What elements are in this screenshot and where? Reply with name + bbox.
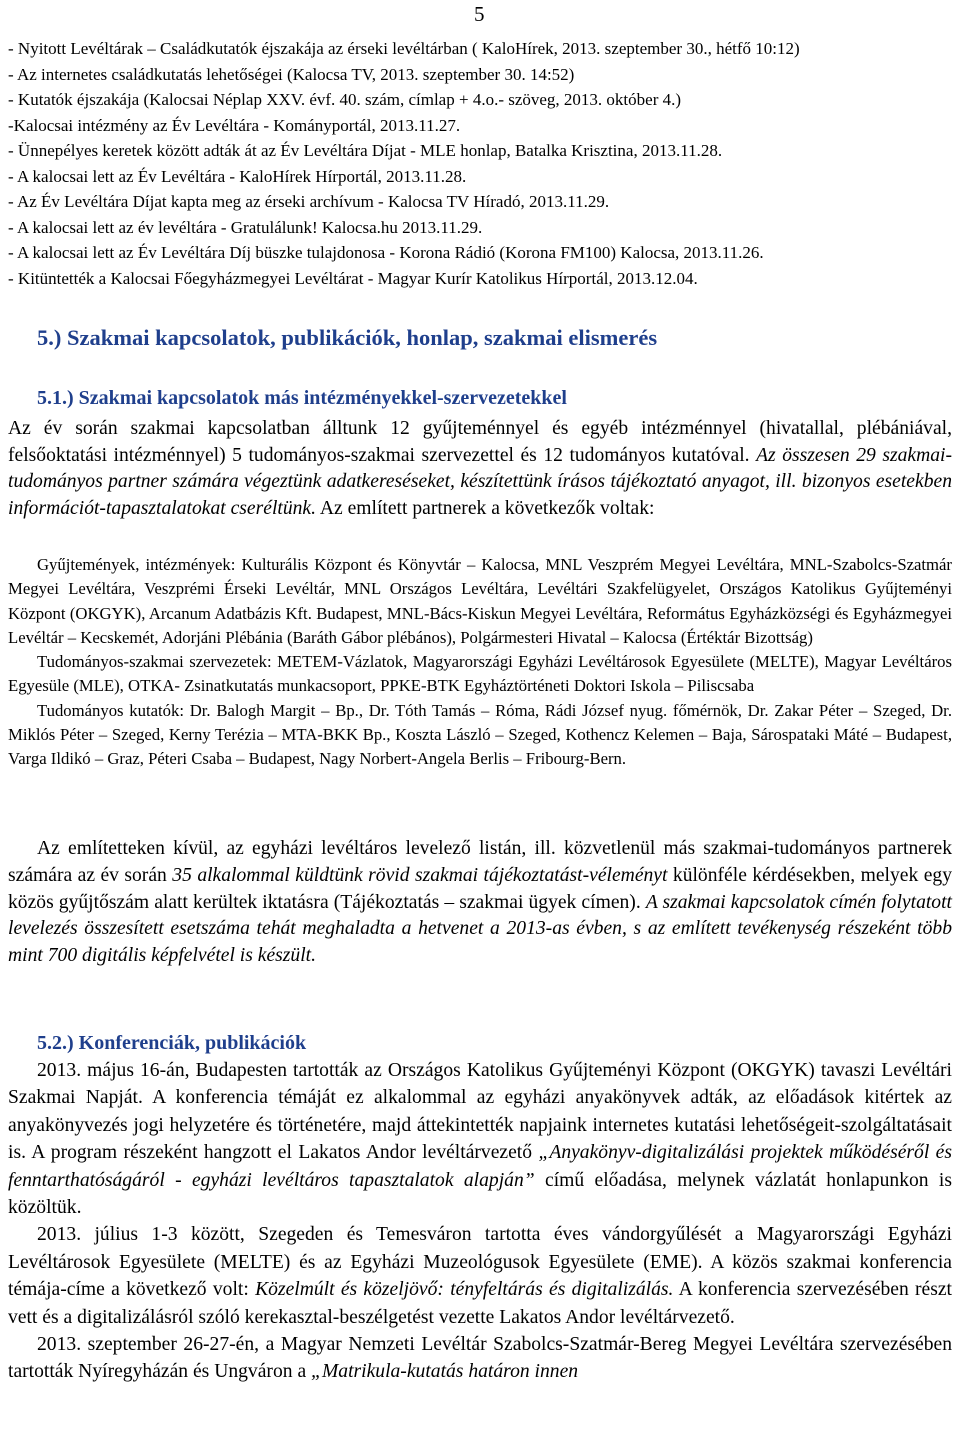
text-run: Az említett partnerek a következők voltak: — [316, 497, 655, 519]
subsection-heading-5-1: 5.1.) Szakmai kapcsolatok más intézményekkel-szervezetekkel — [37, 387, 567, 409]
partners-list — [8, 553, 952, 772]
text-run: című előadása, melynek vázlatát honlapunkon is közöltük. — [8, 1169, 952, 1219]
section-heading-5: 5.) Szakmai kapcsolatok, publikációk, honlap, szakmai elismerés — [37, 325, 658, 350]
partners-researchers: Tudományos kutatók: Dr. Balogh Margit – Bp., Dr. Tóth Tamás – Róma, Rádi József nyug. főmérnök, Dr. Zakar Péter – Szeged, Dr. Miklós Péter – Szeged, Kerny Terézia – MTA-BKK Bp., Koszta László – Szeged, Kothencz Kelemen – Baja, Sárospataki Máté – Budapest, Varga Ildikó – Graz, Péteri Csaba – Budapest, Nagy Norbert-Angela Berlis – Fribourg-Bern. — [8, 700, 952, 769]
italic-run: Az összesen 29 szakmai-tudományos partner számára végeztünk adatkereséseket, készítettünk írásos tájékoztató anyagot, ill. bizonyos esetekben információt-tapasztalatokat cseréltünk. — [8, 444, 952, 519]
news-item: - A kalocsai lett az Év Levéltára - KaloHírek Hírportál, 2013.11.28. — [8, 166, 467, 186]
subsection-heading-5-2: 5.2.) Konferenciák, publikációk — [37, 1032, 307, 1054]
text-run: különféle kérdésekben, melyek egy közös gyűjtőszám alatt kerültek iktatásra (Tájékoztatás – szakmai ügyek címen). — [8, 864, 952, 913]
conferences-text — [8, 1057, 952, 1386]
page-number: 5 — [474, 2, 485, 26]
news-item: -Kalocsai intézmény az Év Levéltára - Kományportál, 2013.11.27. — [8, 115, 461, 135]
partners-collections: Gyűjtemények, intézmények: Kulturális Központ és Könyvtár – Kalocsa, MNL Veszprém Megyei Levéltára, MNL-Szabolcs-Szatmár Megyei Levéltára, Veszprémi Érseki Levéltár, MNL Országos Levéltára, Levéltári Szakfelügyelet, Országos Katolikus Gyűjteményi Központ (OKGYK), Arcanum Adatbázis Kft. Budapest, MNL-Bács-Kiskun Megyei Levéltára, Református Egyházközségi és Egyházmegyei Levéltár – Kecskemét, Adorjáni Plébánia (Baráth Gábor plébános), Polgármesteri Hivatal – Kalocsa (Értéktár Bizottság) — [8, 555, 952, 647]
text-run: 2013. szeptember 26-27-én, a Magyar Nemzeti Levéltár Szabolcs-Szatmár-Bereg Megyei Levéltára szervezésében tartották Nyíregyházán és Ungváron a — [8, 1334, 952, 1383]
news-item: - Ünnepélyes keretek között adták át az Év Levéltára Díjat - MLE honlap, Batalka Krisztina, 2013.11.28. — [8, 141, 723, 160]
text-run: Az év során szakmai kapcsolatban álltunk 12 gyűjteménnyel és egyéb intézménnyel (hivatallal, plébániával, felsőoktatási intézménnyel) 5 tudományos-szakmai szervezettel és 12 tudományos kutatóval. — [8, 418, 952, 466]
italic-run: „Anyakönyv-digitalizálási projektek működéséről és fenntarthatóságáról - egyházi levéltáros tapasztalatok alapján” — [8, 1142, 952, 1191]
text-run: 2013. május 16-án, Budapesten tartották az Országos Katolikus Gyűjteményi Központ (OKGYK) tavaszi Levéltári Szakmai Napját. A konferencia témáját ez alkalommal az egyházi anyakönyvek adták, az előadások kitértek az anyakönyvezés jogi helyzetére és történetére, majd áttekintették napjaink internetes kutatási lehetőségeit-szolgáltatásait is. A program részeként hangzott el Lakatos Andor levéltárvezető — [8, 1060, 952, 1164]
news-item: - Nyitott Levéltárak – Családkutatók éjszakája az érseki levéltárban ( KaloHírek, 2013. szeptember 30., hétfő 10:12) — [8, 39, 800, 58]
news-item: - Az Év Levéltára Díjat kapta meg az érseki archívum - Kalocsa TV Híradó, 2013.11.29. — [8, 192, 610, 211]
paragraph-okgyk-conference — [8, 1057, 952, 1221]
news-item: - Kitüntették a Kalocsai Főegyházmegyei Levéltárat - Magyar Kurír Katolikus Hírportál, 2013.12.04. — [8, 268, 698, 288]
paragraph-partners-summary — [8, 416, 952, 522]
news-item: - Kutatók éjszakája (Kalocsai Néplap XXV. évf. 40. szám, címlap + 4.o.- szöveg, 2013. október 4.) — [8, 90, 682, 109]
paragraph-matrikula-conference — [8, 1331, 952, 1386]
text-run: A konferencia szervezésében részt vett és a digitalizálásról szóló kerekasztal-beszélgetést vezette Lakatos Andor levéltárvezető. — [8, 1279, 953, 1328]
text-run: 2013. július 1-3 között, Szegeden és Temesváron tartotta éves vándorgyűlését a Magyarországi Egyházi Levéltárosok Egyesülete (MELTE) és az Egyházi Muzeológusok Egyesülete (EME). A közös szakmai konferencia témája-címe a következő volt: — [8, 1224, 952, 1301]
italic-run: A szakmai kapcsolatok címén folytatott levelezés összesített esetszáma tehát meghaladta a hetvenet a 2013-as évben, s az említett tevékenység részeként több mint 700 digitális képfelvétel is készült. — [8, 891, 952, 967]
news-list — [8, 36, 952, 291]
paragraph-melte-conference — [8, 1221, 952, 1331]
italic-run: Közelmúlt és közeljövő: tényfeltárás és digitalizálás. — [255, 1279, 674, 1301]
italic-run: „Matrikula-kutatás határon innen — [311, 1361, 579, 1383]
text-run: Az említetteken kívül, az egyházi levéltáros levelező listán, ill. közvetlenül más szakmai-tudományos partnerek számára az év során — [8, 838, 952, 886]
partners-organizations: Tudományos-szakmai szervezetek: METEM-Vázlatok, Magyarországi Egyházi Levéltárosok Egyesülete (MELTE), Magyar Levéltáros Egyesüle (MLE), OTKA- Zsinatkutatás munkacsoport, PPKE-BTK Egyháztörténeti Doktori Iskola – Piliscsaba — [8, 652, 952, 696]
news-item: - A kalocsai lett az Év Levéltára Díj büszke tulajdonosa - Korona Rádió (Korona FM100) Kalocsa, 2013.11.26. — [8, 243, 764, 262]
italic-run: 35 alkalommal küldtünk rövid szakmai tájékoztatást-véleményt — [172, 864, 668, 886]
paragraph-correspondence — [8, 836, 952, 970]
news-item: - Az internetes családkutatás lehetőségei (Kalocsa TV, 2013. szeptember 30. 14:52) — [8, 64, 575, 84]
news-item: - A kalocsai lett az év levéltára - Gratulálunk! Kalocsa.hu 2013.11.29. — [8, 217, 483, 237]
